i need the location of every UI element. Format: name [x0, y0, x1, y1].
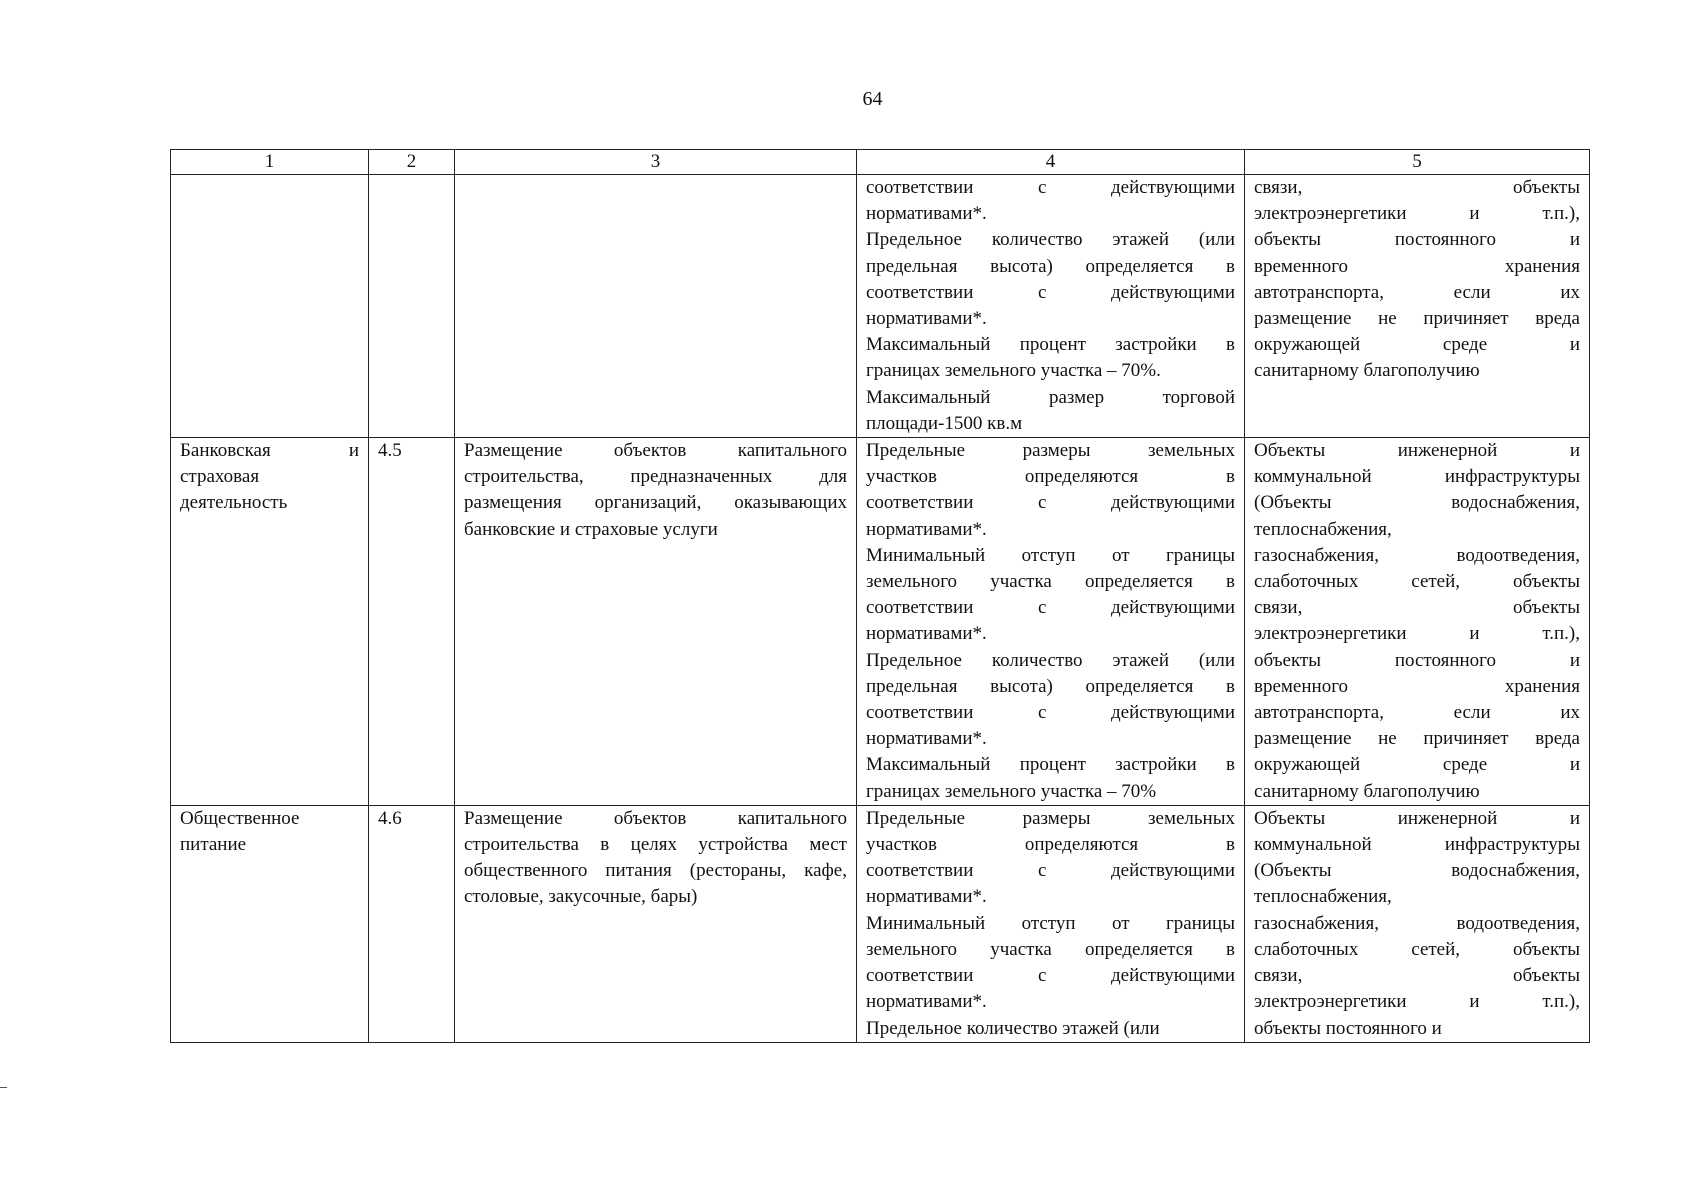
use-description-cell: Размещение объектов капитального строительства в целях устройства мест общественного питания (рестораны, кафе, столовые, закусочные, бары)	[455, 805, 857, 1042]
parameter-line: Максимальный процент застройки в	[866, 754, 1235, 776]
use-description-cell	[455, 175, 857, 438]
use-code-cell	[369, 175, 455, 438]
parameter-line: соответствии с действующими	[866, 177, 1235, 198]
auxiliary-uses-cell	[1245, 805, 1590, 1042]
parameter-line: нормативами*.	[866, 308, 987, 330]
parameter-line: участков определяются в	[866, 466, 1235, 488]
parameters-cell	[857, 438, 1245, 806]
parameter-line: соответствии с действующими	[866, 492, 1235, 514]
auxiliary-use-line: электроэнергетики и т.п.),	[1254, 623, 1580, 645]
parameter-line: Предельное количество этажей (или	[866, 649, 1235, 671]
parameter-line: площади-1500 кв.м	[866, 412, 1023, 434]
use-name-cell	[171, 175, 369, 438]
parameter-line: нормативами*.	[866, 728, 987, 750]
margin-mark	[0, 1087, 7, 1088]
column-header-4: 4	[857, 150, 1245, 175]
parameter-line: земельного участка определяется в	[866, 571, 1235, 593]
column-header-2: 2	[369, 150, 455, 175]
use-name-cell: Общественное питание	[171, 805, 369, 1042]
parameter-line: соответствии с действующими	[866, 597, 1235, 619]
use-description-cell: Размещение объектов капитального строительства, предназначенных для размещения организаций, оказывающих банковские и страховые услуги	[455, 438, 857, 806]
parameters-cell	[857, 175, 1245, 438]
parameter-line: предельная высота) определяется в	[866, 255, 1235, 277]
auxiliary-use-line: (Объекты водоснабжения,	[1254, 860, 1580, 882]
parameters-cell	[857, 805, 1245, 1042]
auxiliary-use-line: коммунальной инфраструктуры	[1254, 466, 1580, 488]
auxiliary-use-line: газоснабжения, водоотведения,	[1254, 544, 1580, 566]
auxiliary-use-line: временного хранения	[1254, 675, 1580, 697]
parameter-line: Максимальный процент застройки в	[866, 334, 1235, 356]
parameter-line: Минимальный отступ от границы	[866, 912, 1235, 934]
auxiliary-use-line: размещение не причиняет вреда	[1254, 728, 1580, 750]
parameter-line: соответствии с действующими	[866, 965, 1235, 987]
parameter-line: границах земельного участка – 70%	[866, 780, 1157, 802]
parameter-line: Предельное количество этажей (или	[866, 229, 1235, 251]
parameter-line: нормативами*.	[866, 623, 987, 645]
auxiliary-use-line: санитарному благополучию	[1254, 360, 1480, 382]
column-header-5: 5	[1245, 150, 1590, 175]
parameter-line: Предельные размеры земельных	[866, 440, 1235, 462]
use-name-cell: Банковская и страховая деятельность	[171, 438, 369, 806]
use-code-cell: 4.5	[369, 438, 455, 806]
auxiliary-use-line: связи, объекты	[1254, 597, 1580, 619]
auxiliary-use-line: теплоснабжения,	[1254, 886, 1392, 908]
parameter-line: нормативами*.	[866, 518, 987, 540]
parameter-line: участков определяются в	[866, 834, 1235, 856]
auxiliary-use-line: окружающей среде и	[1254, 754, 1580, 776]
parameter-line: Максимальный размер торговой	[866, 386, 1235, 408]
auxiliary-uses-cell	[1245, 438, 1590, 806]
parameter-line: Предельное количество этажей (или	[866, 1017, 1160, 1039]
auxiliary-use-line: связи, объекты	[1254, 965, 1580, 987]
auxiliary-use-line: автотранспорта, если их	[1254, 702, 1580, 724]
auxiliary-uses-cell	[1245, 175, 1590, 438]
parameter-line: соответствии с действующими	[866, 702, 1235, 724]
table-row	[171, 805, 1590, 1042]
zoning-table	[170, 149, 1590, 1043]
parameter-line: соответствии с действующими	[866, 860, 1235, 882]
auxiliary-use-line: электроэнергетики и т.п.),	[1254, 991, 1580, 1013]
auxiliary-use-line: окружающей среде и	[1254, 334, 1580, 356]
auxiliary-use-line: (Объекты водоснабжения,	[1254, 492, 1580, 514]
auxiliary-use-line: слаботочных сетей, объекты	[1254, 571, 1580, 593]
header-row	[171, 150, 1590, 175]
page-number: 64	[862, 88, 883, 110]
parameter-line: нормативами*.	[866, 991, 987, 1013]
auxiliary-use-line: объекты постоянного и	[1254, 229, 1580, 251]
auxiliary-use-line: электроэнергетики и т.п.),	[1254, 203, 1580, 225]
parameter-line: Минимальный отступ от границы	[866, 544, 1235, 566]
parameter-line: нормативами*.	[866, 886, 987, 908]
parameter-line: соответствии с действующими	[866, 281, 1235, 303]
use-code-cell: 4.6	[369, 805, 455, 1042]
auxiliary-use-line: Объекты инженерной и	[1254, 807, 1580, 829]
auxiliary-use-line: автотранспорта, если их	[1254, 281, 1580, 303]
parameter-line: границах земельного участка – 70%.	[866, 360, 1161, 382]
table-row	[171, 438, 1590, 806]
parameter-line: нормативами*.	[866, 203, 987, 225]
auxiliary-use-line: объекты постоянного и	[1254, 1017, 1442, 1039]
auxiliary-use-line: коммунальной инфраструктуры	[1254, 834, 1580, 856]
table-row	[171, 175, 1590, 438]
auxiliary-use-line: Объекты инженерной и	[1254, 440, 1580, 462]
parameter-line: Предельные размеры земельных	[866, 807, 1235, 829]
auxiliary-use-line: временного хранения	[1254, 255, 1580, 277]
auxiliary-use-line: теплоснабжения,	[1254, 518, 1392, 540]
auxiliary-use-line: размещение не причиняет вреда	[1254, 308, 1580, 330]
auxiliary-use-line: газоснабжения, водоотведения,	[1254, 912, 1580, 934]
column-header-3: 3	[455, 150, 857, 175]
auxiliary-use-line: связи, объекты	[1254, 177, 1580, 198]
column-header-1: 1	[171, 150, 369, 175]
auxiliary-use-line: санитарному благополучию	[1254, 780, 1480, 802]
parameter-line: предельная высота) определяется в	[866, 675, 1235, 697]
parameter-line: земельного участка определяется в	[866, 938, 1235, 960]
auxiliary-use-line: слаботочных сетей, объекты	[1254, 938, 1580, 960]
auxiliary-use-line: объекты постоянного и	[1254, 649, 1580, 671]
